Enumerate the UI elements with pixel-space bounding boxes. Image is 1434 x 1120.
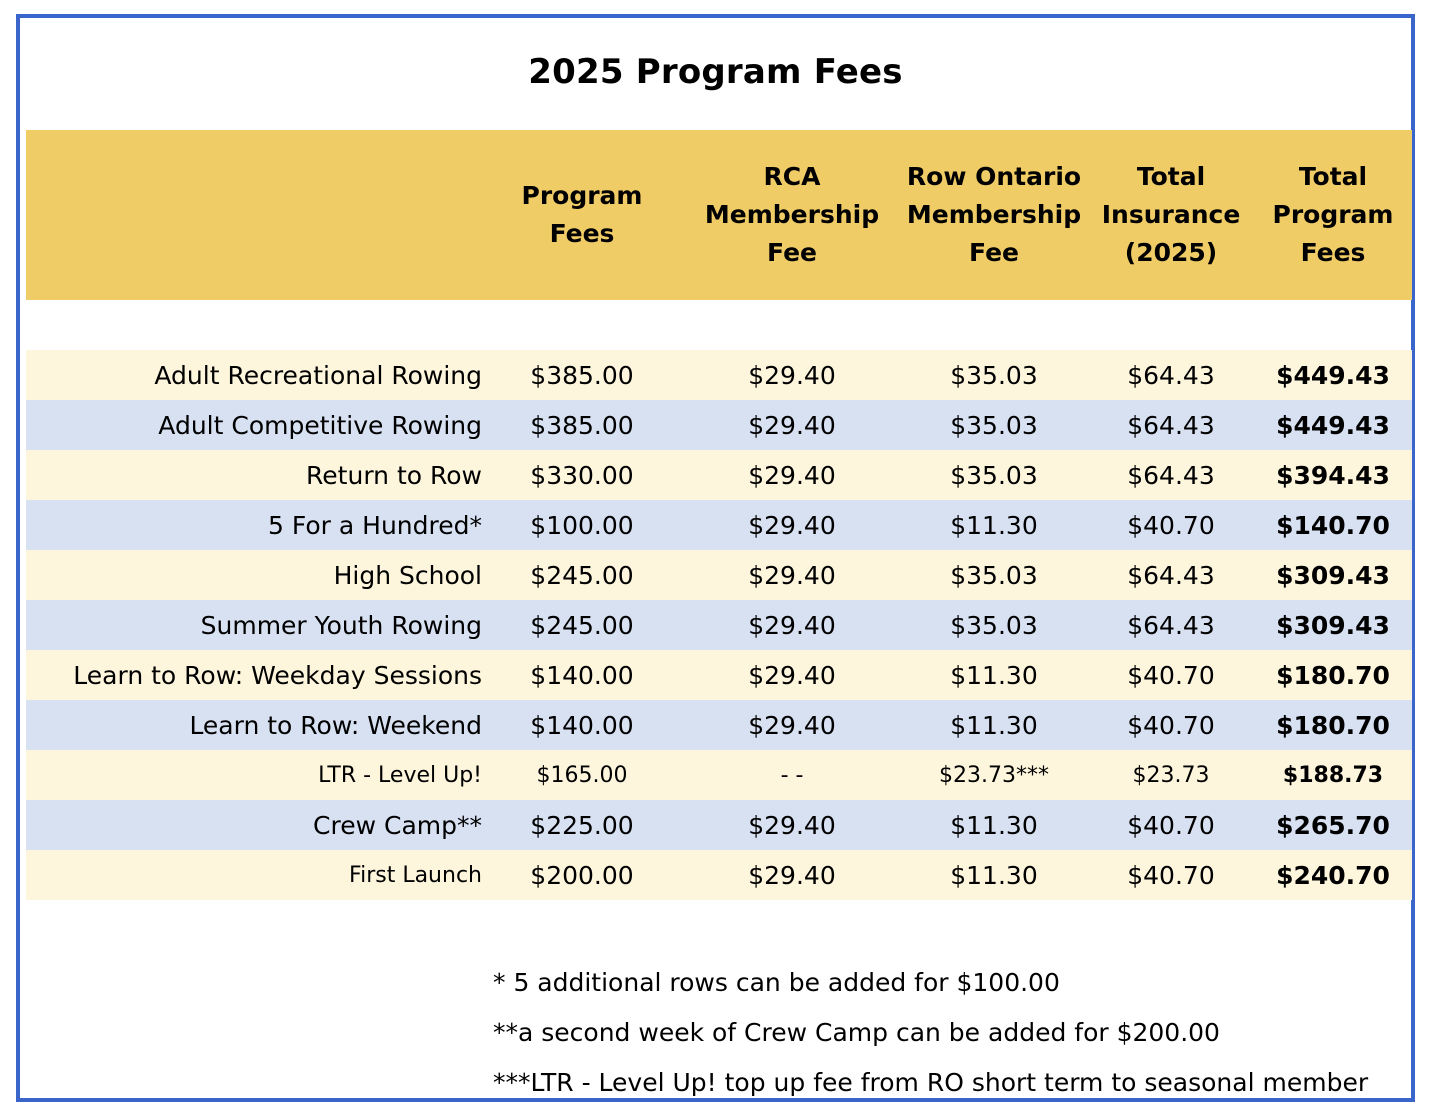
rca-fee: $29.40: [748, 560, 836, 590]
program-total: $180.70: [1276, 710, 1390, 740]
program-total: $140.70: [1276, 510, 1390, 540]
program-total: $309.43: [1276, 610, 1390, 640]
rca-fee: $29.40: [748, 660, 836, 690]
rca-fee: $29.40: [748, 510, 836, 540]
table-row: [26, 700, 1412, 750]
program-total: $309.43: [1276, 560, 1390, 590]
program-name: Adult Recreational Rowing: [154, 360, 482, 390]
program-name: High School: [333, 560, 482, 590]
page-title: 2025 Program Fees: [528, 52, 903, 92]
rca-fee: $29.40: [748, 710, 836, 740]
insurance-total: $64.43: [1127, 410, 1215, 440]
ro-fee: $35.03: [950, 360, 1038, 390]
footnotes: [493, 958, 1368, 1108]
table-row: [26, 750, 1412, 800]
table-row: [26, 350, 1412, 400]
program-total: $188.73: [1282, 762, 1384, 788]
program-fee: $385.00: [530, 360, 634, 390]
rca-fee: $29.40: [748, 810, 836, 840]
insurance-total: $64.43: [1127, 460, 1215, 490]
table-row: [26, 500, 1412, 550]
ro-fee: $11.30: [950, 660, 1038, 690]
ro-fee: $23.73***: [939, 762, 1049, 788]
ro-fee: $35.03: [950, 560, 1038, 590]
table-row: [26, 650, 1412, 700]
insurance-total: $23.73: [1132, 762, 1210, 788]
ro-fee: $35.03: [950, 610, 1038, 640]
program-name: Learn to Row: Weekend: [189, 710, 482, 740]
ro-fee: $11.30: [950, 810, 1038, 840]
program-fee: $140.00: [530, 660, 634, 690]
ro-fee: $11.30: [950, 710, 1038, 740]
rca-fee: $29.40: [748, 860, 836, 890]
program-fee: $245.00: [530, 610, 634, 640]
header-total-insurance: Total Insurance (2025): [1101, 162, 1241, 267]
program-fee: $165.00: [536, 762, 628, 788]
program-fee: $140.00: [530, 710, 634, 740]
insurance-total: $64.43: [1127, 610, 1215, 640]
header-row-ontario-membership-fee: Row Ontario Membership Fee: [906, 162, 1082, 267]
table-header: [26, 130, 1412, 300]
ro-fee: $35.03: [950, 410, 1038, 440]
insurance-total: $64.43: [1127, 560, 1215, 590]
program-fee: $225.00: [530, 810, 634, 840]
program-name: Adult Competitive Rowing: [158, 410, 482, 440]
insurance-total: $40.70: [1127, 660, 1215, 690]
table-row: [26, 400, 1412, 450]
program-name: LTR - Level Up!: [318, 762, 482, 788]
rca-fee: - -: [780, 762, 804, 788]
header-rca-membership-fee: RCA Membership Fee: [704, 162, 880, 267]
table-row: [26, 600, 1412, 650]
rca-fee: $29.40: [748, 410, 836, 440]
fees-table-frame: [16, 14, 1415, 1102]
header-program-fees: Program Fees: [521, 181, 643, 248]
program-total: $449.43: [1276, 360, 1390, 390]
program-fee: $385.00: [530, 410, 634, 440]
footnote-crew-camp: **a second week of Crew Camp can be added for $200.00: [493, 1018, 1220, 1047]
insurance-total: $40.70: [1127, 510, 1215, 540]
program-total: $394.43: [1276, 460, 1390, 490]
program-total: $265.70: [1276, 810, 1390, 840]
program-name: Crew Camp**: [313, 810, 482, 840]
program-fee: $200.00: [530, 860, 634, 890]
program-name: 5 For a Hundred*: [268, 510, 482, 540]
program-total: $240.70: [1276, 860, 1390, 890]
footnote-ltr-level-up: ***LTR - Level Up! top up fee from RO short term to seasonal member: [493, 1068, 1369, 1097]
table-body: [26, 350, 1412, 900]
table-row: [26, 550, 1412, 600]
rca-fee: $29.40: [748, 610, 836, 640]
program-name: Learn to Row: Weekday Sessions: [73, 660, 482, 690]
insurance-total: $64.43: [1127, 360, 1215, 390]
program-fee: $330.00: [530, 460, 634, 490]
footnote-five-for-a-hundred: * 5 additional rows can be added for $100.00: [493, 968, 1060, 997]
table-row: [26, 800, 1412, 850]
program-name: Summer Youth Rowing: [200, 610, 482, 640]
ro-fee: $11.30: [950, 510, 1038, 540]
rca-fee: $29.40: [748, 360, 836, 390]
table-row: [26, 850, 1412, 900]
insurance-total: $40.70: [1127, 710, 1215, 740]
program-total: $449.43: [1276, 410, 1390, 440]
insurance-total: $40.70: [1127, 860, 1215, 890]
program-total: $180.70: [1276, 660, 1390, 690]
program-fee: $100.00: [530, 510, 634, 540]
ro-fee: $11.30: [950, 860, 1038, 890]
insurance-total: $40.70: [1127, 810, 1215, 840]
table-row: [26, 450, 1412, 500]
header-total-program-fees: Total Program Fees: [1272, 162, 1394, 267]
program-name: First Launch: [349, 862, 482, 888]
program-name: Return to Row: [306, 460, 482, 490]
program-fee: $245.00: [530, 560, 634, 590]
rca-fee: $29.40: [748, 460, 836, 490]
ro-fee: $35.03: [950, 460, 1038, 490]
